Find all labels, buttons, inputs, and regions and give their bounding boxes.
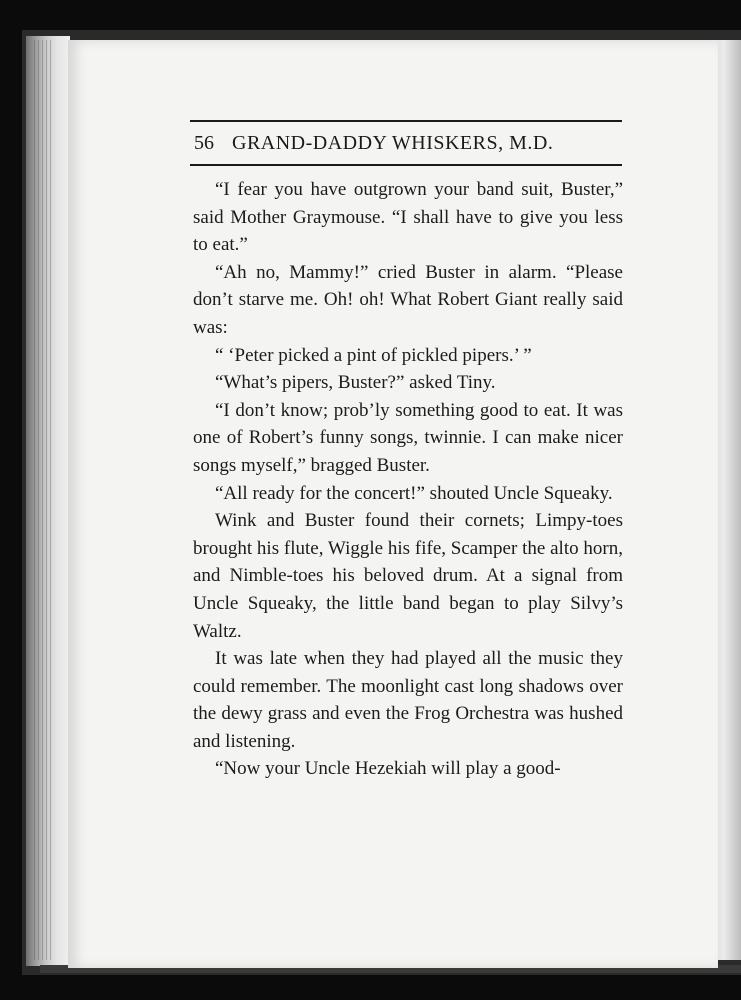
paragraph: It was late when they had played all the music they could remember. The moonlight cast long shadows over the dewy grass and even the Frog Orchestra was hushed and listening. — [193, 648, 623, 752]
page-number: 56 — [194, 131, 214, 154]
paragraph: “I don’t know; prob’ly something good to eat. It was one of Robert’s funny songs, twinnie. I can make nicer songs myself,” bragged Buster. — [193, 399, 623, 476]
paragraph: “I fear you have outgrown your band suit, Buster,” said Mother Graymouse. “I shall have to give you less to eat.” — [193, 179, 623, 256]
paragraph: Wink and Buster found their cornets; Limpy-toes brought his flute, Wiggle his fife, Scamper the alto horn, and Nimble-toes his beloved drum. At a signal from Uncle Squeaky, the little band began to play Silvy’s Waltz. — [193, 510, 623, 642]
paragraph: “Now your Uncle Hezekiah will play a good- — [215, 758, 561, 780]
paragraph: “What’s pipers, Buster?” asked Tiny. — [215, 372, 496, 394]
body-text — [193, 176, 623, 783]
paragraph: “ ‘Peter picked a pint of pickled pipers.’ ” — [215, 344, 532, 366]
running-title: GRAND-DADDY WHISKERS, M.D. — [232, 131, 554, 154]
paragraph: “All ready for the concert!” shouted Uncle Squeaky. — [215, 482, 613, 504]
paragraph: “Ah no, Mammy!” cried Buster in alarm. “Please don’t starve me. Oh! oh! What Robert Giant really said was: — [193, 261, 623, 338]
page-header — [190, 120, 622, 166]
page-edges — [34, 40, 54, 960]
